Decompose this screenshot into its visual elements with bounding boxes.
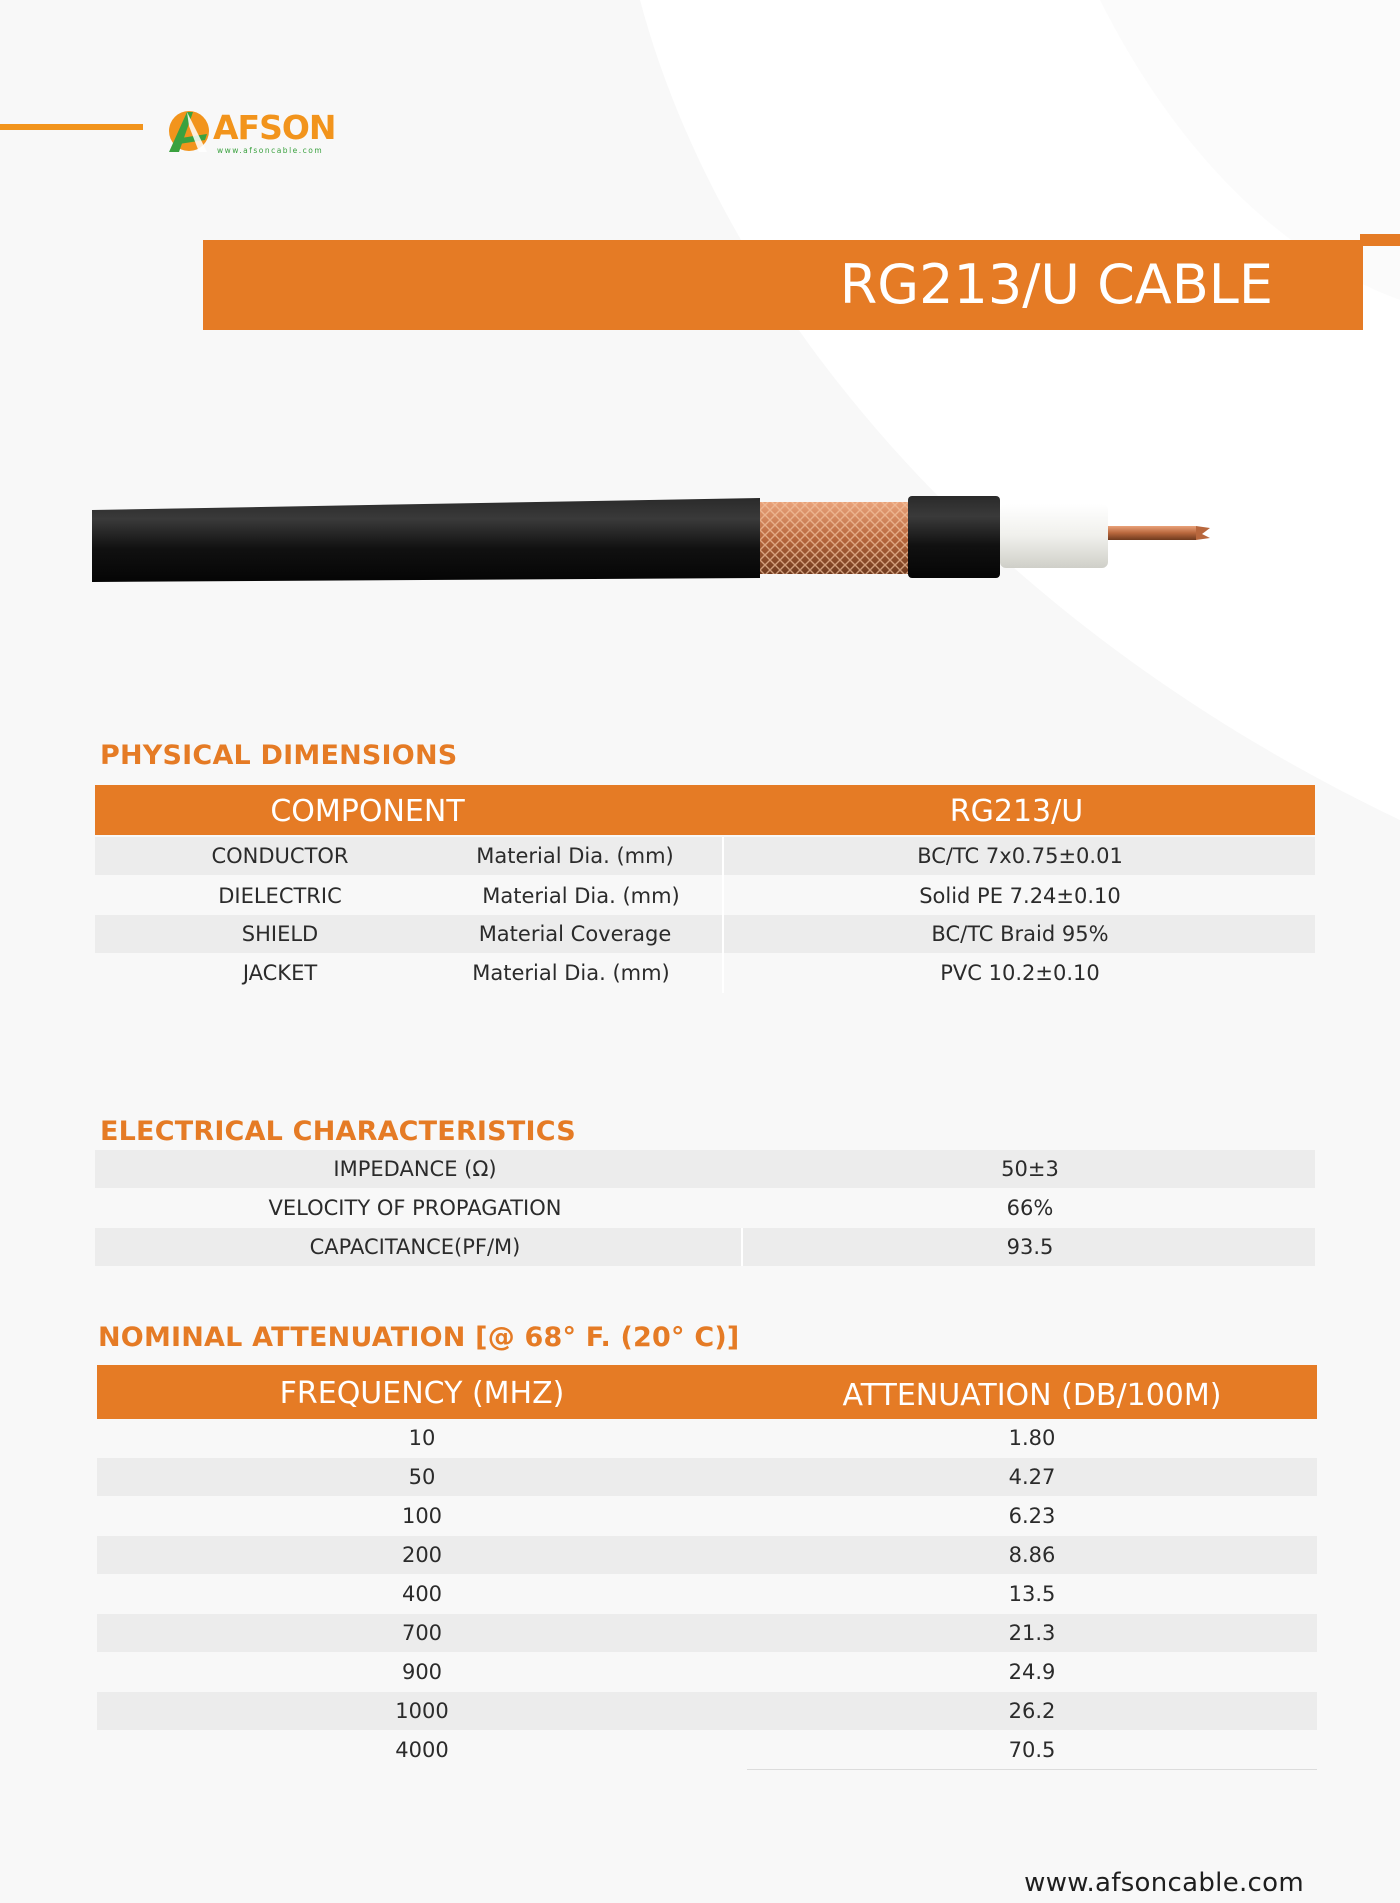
spec-cell: Material Coverage [478, 922, 672, 946]
attenuation-cell: 4.27 [1008, 1465, 1056, 1489]
logo-mark-icon [163, 104, 213, 160]
attenuation-cell: 1.80 [1008, 1426, 1056, 1450]
table-row [95, 837, 1315, 875]
frequency-cell: 50 [408, 1465, 436, 1489]
table-row [97, 1497, 1317, 1535]
label-cell: VELOCITY OF PROPAGATION [268, 1196, 562, 1220]
cable-image [90, 480, 1220, 610]
attenuation-cell: 21.3 [1008, 1621, 1056, 1645]
component-cell: CONDUCTOR [211, 844, 349, 868]
component-cell: JACKET [242, 961, 318, 985]
value-cell: 93.5 [1006, 1235, 1054, 1259]
footer-website-link[interactable]: www.afsoncable.com [1024, 1868, 1304, 1898]
header-component: COMPONENT [270, 794, 465, 829]
table-bottom-rule [747, 1769, 1317, 1770]
attenuation-cell: 13.5 [1008, 1582, 1056, 1606]
attenuation-table-header [97, 1365, 1317, 1419]
table-row [95, 915, 1315, 953]
table-row [95, 877, 1315, 915]
table-row [97, 1614, 1317, 1652]
header-frequency: FREQUENCY (MHZ) [279, 1376, 565, 1411]
label-cell: IMPEDANCE (Ω) [333, 1157, 497, 1181]
attenuation-table [97, 1365, 1317, 1771]
frequency-cell: 1000 [395, 1699, 449, 1723]
frequency-cell: 900 [401, 1660, 443, 1684]
spec-cell: Material Dia. (mm) [482, 884, 680, 908]
value-cell: 50±3 [1001, 1157, 1059, 1181]
table-row [95, 954, 1315, 992]
header-rg213u: RG213/U [949, 794, 1084, 829]
title-notch [1360, 234, 1400, 246]
table-row [95, 1150, 1315, 1188]
frequency-cell: 700 [401, 1621, 443, 1645]
frequency-cell: 200 [401, 1543, 443, 1567]
title-bar [203, 240, 1363, 330]
label-cell: CAPACITANCE(PF/M) [309, 1235, 521, 1259]
spec-cell: Material Dia. (mm) [476, 844, 674, 868]
electrical-characteristics-heading: ELECTRICAL CHARACTERISTICS [100, 1116, 576, 1147]
column-divider [722, 837, 724, 993]
frequency-cell: 4000 [395, 1738, 449, 1762]
table-row [97, 1536, 1317, 1574]
logo-wordmark: AFSON [213, 108, 336, 147]
component-cell: DIELECTRIC [218, 884, 342, 908]
table-row [95, 1228, 1315, 1266]
spec-cell: Material Dia. (mm) [472, 961, 670, 985]
attenuation-cell: 8.86 [1008, 1543, 1056, 1567]
table-row [97, 1419, 1317, 1457]
component-cell: SHIELD [241, 922, 319, 946]
frequency-cell: 100 [401, 1504, 443, 1528]
table-row [97, 1692, 1317, 1730]
frequency-cell: 10 [408, 1426, 436, 1450]
attenuation-cell: 26.2 [1008, 1699, 1056, 1723]
table-row [97, 1458, 1317, 1496]
value-cell: 66% [1006, 1196, 1054, 1220]
table-row [97, 1653, 1317, 1691]
value-cell: BC/TC Braid 95% [931, 922, 1109, 946]
attenuation-cell: 24.9 [1008, 1660, 1056, 1684]
attenuation-heading: NOMINAL ATTENUATION [@ 68° F. (20° C)] [98, 1322, 740, 1353]
page-title: RG213/U CABLE [839, 253, 1273, 316]
column-divider [741, 1228, 743, 1266]
value-cell: PVC 10.2±0.10 [940, 961, 1100, 985]
physical-dimensions-heading: PHYSICAL DIMENSIONS [100, 740, 458, 771]
electrical-characteristics-table [95, 1150, 1315, 1268]
table-row [95, 1189, 1315, 1227]
physical-table-header [95, 785, 1315, 835]
value-cell: Solid PE 7.24±0.10 [919, 884, 1121, 908]
attenuation-cell: 6.23 [1008, 1504, 1056, 1528]
attenuation-cell: 70.5 [1008, 1738, 1056, 1762]
frequency-cell: 400 [401, 1582, 443, 1606]
header-attenuation: ATTENUATION (DB/100M) [842, 1378, 1222, 1413]
table-row [97, 1575, 1317, 1613]
physical-dimensions-table [95, 785, 1315, 990]
table-row [97, 1731, 1317, 1769]
value-cell: BC/TC 7x0.75±0.01 [917, 844, 1123, 868]
brand-logo[interactable] [163, 104, 336, 164]
header-accent-line [0, 124, 143, 130]
logo-url: www.afsoncable.com [217, 146, 324, 155]
